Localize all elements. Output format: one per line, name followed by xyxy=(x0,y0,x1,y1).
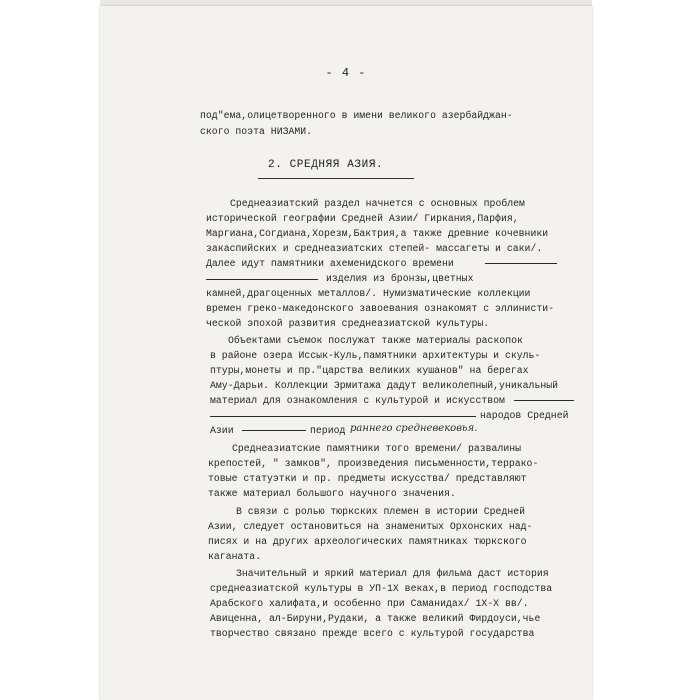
strikethrough-mark xyxy=(210,416,476,417)
text-line: закаспийских и среднеазиатских степей- массагеты и саки/. xyxy=(206,243,543,254)
heading-underline xyxy=(258,178,414,179)
text-line: В связи с ролью тюркских племен в истории Средней xyxy=(236,506,526,517)
strikethrough-mark xyxy=(514,400,574,401)
text-line: Авиценна, ал-Бируни,Рудаки, а также великий Фирдоуси,чье xyxy=(210,613,541,624)
text-line: творчество связано прежде всего с культурой государства xyxy=(210,628,535,639)
text-line: каганата. xyxy=(208,551,262,562)
document-page xyxy=(100,6,592,700)
text-line: под"ема,олицетворенного в имени великого азербайджан- xyxy=(200,110,513,121)
page-number: - 4 - xyxy=(325,66,367,80)
text-line: материал для ознакомления с культурой и искусством xyxy=(210,395,505,406)
strikethrough-mark xyxy=(206,279,318,280)
text-line: ского поэта НИЗАМИ. xyxy=(200,126,313,137)
text-line: Далее идут памятники ахеменидского времени xyxy=(206,258,454,269)
text-line: Азии, следует остановиться на знаменитых Орхонских над- xyxy=(208,521,533,532)
text-line: исторической географии Средней Азии/ Гиркания,Парфия, xyxy=(206,213,519,224)
text-line: народов Средней xyxy=(480,410,569,421)
text-line: товые статуэтки и пр. предметы искусства/ представляют xyxy=(208,473,527,484)
text-line: Среднеазиатские памятники того времени/ развалины xyxy=(232,443,522,454)
text-line: Значительный и яркий материал для фильма даст история xyxy=(236,568,549,579)
text-line: изделия из бронзы,цветных xyxy=(326,273,474,284)
text-line: крепостей, " замков", произведения письменности,террако- xyxy=(208,458,539,469)
text-line: Маргиана,Согдиана,Хорезм,Бактрия,а также древние кочевники xyxy=(206,228,549,239)
text-line: птуры,монеты и пр."царства великих кушанов" на берегах xyxy=(210,365,529,376)
text-line: Аму-Дарьи. Коллекции Эрмитажа дадут великолепный,уникальный xyxy=(210,380,559,391)
text-line: период xyxy=(310,425,346,436)
text-line: в районе озера Иссык-Куль,памятники архитектуры и скуль- xyxy=(210,350,541,361)
text-line: Арабского халифата,и особенно при Саманидах/ 1Х-Х вв/. xyxy=(210,598,529,609)
handwritten-insertion: раннего средневековья. xyxy=(350,423,478,434)
text-line: времен греко-македонского завоевания ознакомят с эллинисти- xyxy=(206,303,555,314)
text-line: писях и на других археологических памятниках тюркского xyxy=(208,536,527,547)
strikethrough-mark xyxy=(242,430,306,431)
text-line: среднеазиатской культуры в УП-1Х веках,в период господства xyxy=(210,583,553,594)
text-line: ческой эпохой развития среднеазиатской культуры. xyxy=(206,318,490,329)
section-heading: 2. СРЕДНЯЯ АЗИЯ. xyxy=(268,159,384,171)
text-line: также материал большого научного значения. xyxy=(208,488,456,499)
text-line: Объектами съемок послужат также материалы раскопок xyxy=(228,335,523,346)
text-line: камней,драгоценных металлов/. Нумизматические коллекции xyxy=(206,288,531,299)
text-line: Азии xyxy=(210,425,234,436)
text-line: Среднеазиатский раздел начнется с основных проблем xyxy=(230,198,525,209)
strikethrough-mark xyxy=(485,263,557,264)
